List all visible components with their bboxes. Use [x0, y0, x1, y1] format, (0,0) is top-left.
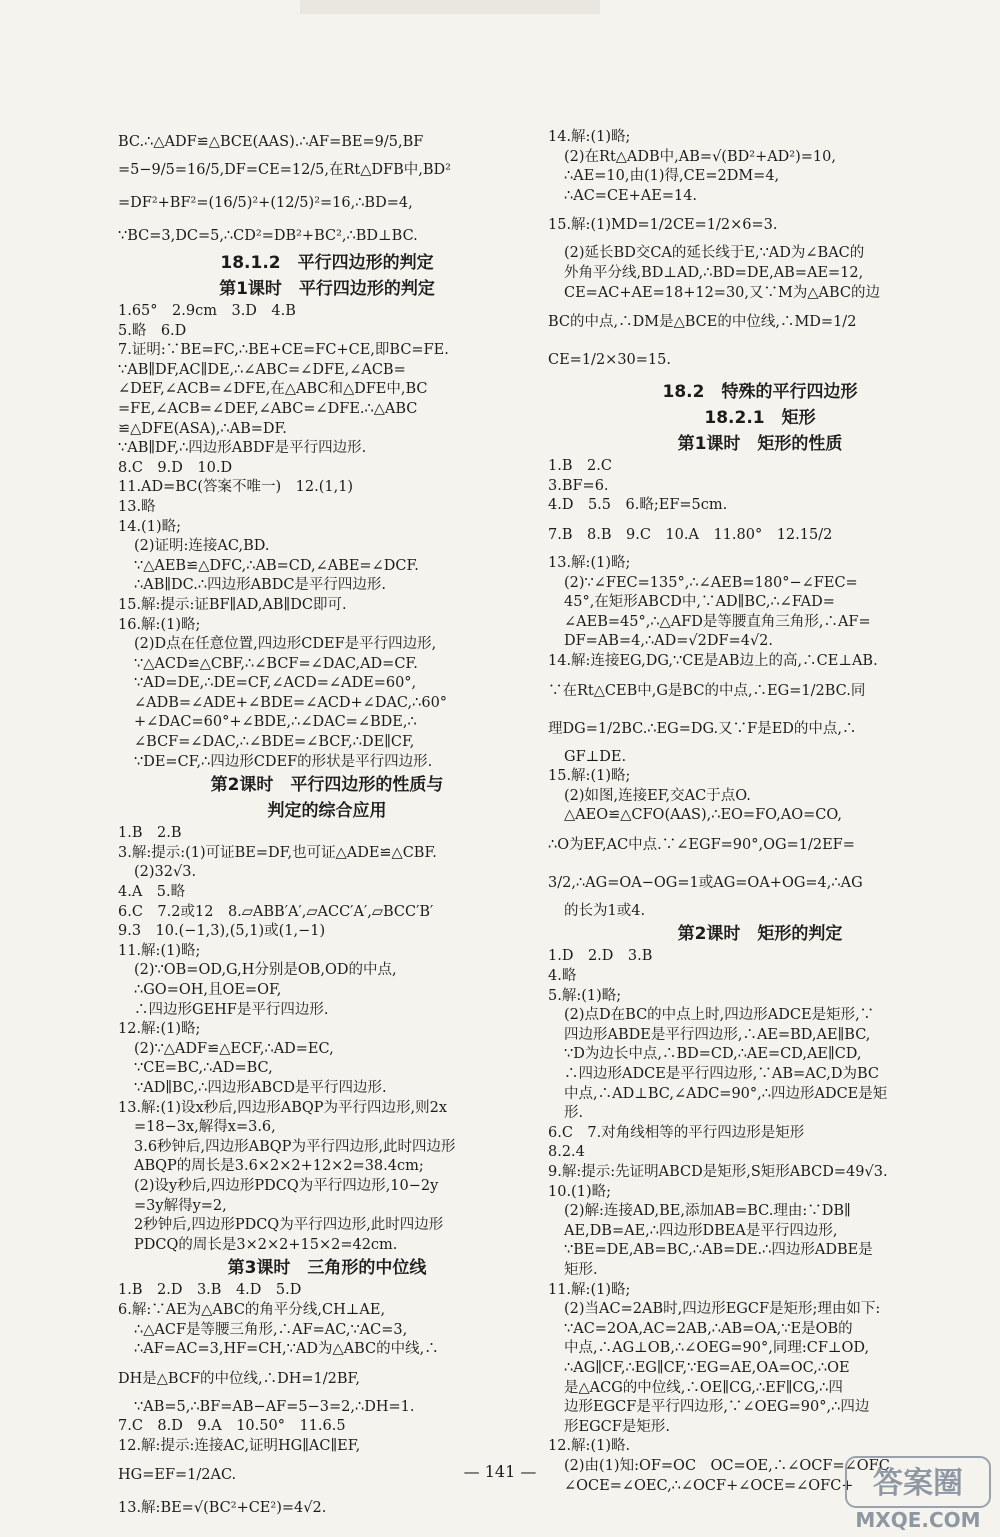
answer-line: 4.略	[548, 968, 577, 985]
answer-line: ≌△DFE(ASA),∴AB=DF.	[118, 420, 287, 437]
answer-line: (2)点D在BC的中点上时,四边形ADCE是矩形,∵	[564, 1007, 875, 1024]
answer-line: 7.证明:∵BE=FC,∴BE+CE=FC+CE,即BC=FE.	[118, 342, 449, 359]
answer-line: ∵DE=CF,∴四边形CDEF的形状是平行四边形.	[134, 753, 433, 770]
answer-line: CE=AC+AE=18+12=30,又∵M为△ABC的边	[564, 284, 880, 301]
answer-line: 12.解:(1)略.	[548, 1438, 631, 1455]
answer-line: BC的中点,∴DM是△BCE的中位线,∴MD=1/2	[548, 314, 857, 331]
answer-line: ∴GO=OH,且OE=OF,	[134, 982, 282, 998]
answer-line: ∵AB=5,∴BF=AB−AF=5−3=2,∴DH=1.	[134, 1398, 415, 1415]
answer-line: ∠OCE=∠OEC,∴∠OCF+∠OCE=∠OFC+	[564, 1477, 854, 1494]
answer-line: 8.2.4	[548, 1144, 585, 1161]
answer-line: △AEO≌△CFO(AAS),∴EO=FO,AO=CO,	[564, 807, 843, 824]
answer-line: ∵AB∥DF,AC∥DE,∴∠ABC=∠DFE,∠ACB=	[118, 361, 406, 378]
answer-line: 1.B 2.C	[548, 458, 612, 475]
answer-line: 形.	[564, 1105, 584, 1122]
answer-line: ∵BE=DE,AB=BC,∴AB=DE.∴四边形ADBE是	[564, 1242, 873, 1259]
page-number: — 141 —	[463, 1462, 537, 1481]
answer-line: (2)如图,连接EF,交AC于点O.	[564, 787, 751, 804]
answer-line: 3.解:提示:(1)可证BE=DF,也可证△ADE≌△CBF.	[118, 844, 437, 861]
answer-line: 15.解:提示:证BF∥AD,AB∥DC即可.	[118, 596, 347, 613]
answer-line: 11.AD=BC(答案不唯一) 12.(1,1)	[118, 479, 354, 496]
answer-line: 外角平分线,BD⊥AD,∴BD=DE,AB=AE=12,	[564, 264, 864, 281]
answer-line: ∴四边形ADCE是平行四边形,∵AB=AC,D为BC	[564, 1066, 879, 1083]
answer-line: (2)由(1)知:OF=OC OC=OE,∴∠OCF=∠OFC,	[564, 1457, 894, 1474]
answer-line: 边形EGCF是平行四边形,∵∠OEG=90°,∴四边	[564, 1399, 870, 1416]
section-heading: 18.1.2 平行四边形的判定	[220, 253, 434, 273]
answer-line: 11.解:(1)略;	[118, 942, 201, 959]
answer-line: 12.解:提示:连接AC,证明HG∥AC∥EF,	[118, 1437, 361, 1454]
answer-line: ∴AF=AC=3,HF=CH,∵AD为△ABC的中线,∴	[134, 1341, 439, 1358]
answer-line: DH是△BCF的中位线,∴DH=1/2BF,	[118, 1370, 360, 1387]
answer-line: ∠AEB=45°,∴△AFD是等腰直角三角形,∴AF=	[564, 613, 871, 630]
top-scan-smudge	[300, 0, 600, 14]
answer-line: 4.D 5.5 6.略;EF=5cm.	[548, 497, 728, 514]
answer-line: 6.解:∵AE为△ABC的角平分线,CH⊥AE,	[118, 1301, 386, 1318]
answer-line: 9.解:提示:先证明ABCD是矩形,S矩形ABCD=49√3.	[548, 1164, 888, 1180]
answer-line: ∠ADB=∠ADE+∠BDE=∠ACD+∠DAC,∴60°	[134, 694, 448, 711]
answer-line: ∵AD=DE,∴DE=CF,∠ACD=∠ADE=60°,	[134, 675, 417, 692]
answer-line: 中点,∴AD⊥BC,∠ADC=90°,∴四边形ADCE是矩	[564, 1085, 888, 1102]
answer-line: =5−9/5=16/5,DF=CE=12/5,在Rt△DFB中,BD²	[118, 162, 451, 178]
answer-line: ∠DEF,∠ACB=∠DFE,在△ABC和△DFE中,BC	[118, 381, 428, 398]
answer-line: ∵AC=2OA,AC=2AB,∴AB=OA,∵E是OB的	[564, 1320, 853, 1337]
right-column	[548, 128, 972, 1496]
answer-line: ∵CE=BC,∴AD=BC,	[134, 1060, 273, 1077]
answer-line: 1.D 2.D 3.B	[548, 948, 653, 965]
answer-line: 3.6秒钟后,四边形ABQP为平行四边形,此时四边形	[134, 1138, 456, 1155]
answer-line: 3.BF=6.	[548, 477, 609, 494]
answer-line: +∠DAC=60°+∠BDE,∴∠DAC=∠BDE,∴	[134, 714, 417, 731]
answer-line: ∵△ACD≌△CBF,∴∠BCF=∠DAC,AD=CF.	[134, 655, 418, 672]
section-heading: 判定的综合应用	[267, 801, 387, 822]
answer-line: =3y解得y=2,	[134, 1197, 227, 1214]
answer-line: (2)∵OB=OD,G,H分别是OB,OD的中点,	[134, 962, 397, 979]
answer-line: 2秒钟后,四边形PDCQ为平行四边形,此时四边形	[134, 1217, 444, 1234]
answer-line: 1.65° 2.9cm 3.D 4.B	[118, 303, 296, 319]
answer-line: =DF²+BF²=(16/5)²+(12/5)²=16,∴BD=4,	[118, 195, 413, 211]
answer-line: 形EGCF是矩形.	[564, 1418, 670, 1435]
answer-line: 7.B 8.B 9.C 10.A 11.80° 12.15/2	[548, 526, 833, 543]
answer-line: 5.略 6.D	[118, 322, 187, 339]
watermark-logo-text: 答案圈	[873, 1466, 963, 1501]
answer-line: ∴AG∥CF,∴EG∥CF,∵EG=AE,OA=OC,∴OE	[564, 1359, 850, 1376]
answer-line: ∴四边形GEHF是平行四边形.	[134, 1001, 329, 1018]
answer-line: DF=AB=4,∴AD=√2DF=4√2.	[564, 633, 774, 650]
left-column	[118, 128, 536, 1522]
answer-line: 4.A 5.略	[118, 884, 186, 901]
answer-line: 16.解:(1)略;	[118, 616, 201, 633]
answer-line: ABQP的周长是3.6×2×2+12×2=38.4cm;	[134, 1158, 424, 1175]
section-heading: 第2课时 矩形的判定	[677, 924, 843, 945]
section-heading: 第1课时 矩形的性质	[677, 434, 843, 455]
answer-line: 11.解:(1)略;	[548, 1281, 631, 1298]
section-heading: 18.2.1 矩形	[704, 408, 816, 429]
answer-line: 6.C 7.对角线相等的平行四边形是矩形	[548, 1124, 805, 1141]
answer-line: =18−3x,解得x=3.6,	[134, 1119, 276, 1136]
answer-line: 14.解:(1)略;	[548, 129, 631, 145]
answer-line: (2)32√3.	[134, 864, 197, 881]
answer-line: 矩形.	[564, 1261, 598, 1278]
answer-line: 是△ACG的中位线,∴OE∥CG,∴EF∥CG,∴四	[564, 1379, 843, 1396]
answer-line: GF⊥DE.	[564, 748, 627, 765]
answer-line: 的长为1或4.	[564, 902, 646, 919]
answer-line: 理DG=1/2BC.∴EG=DG.又∵F是ED的中点,∴	[548, 720, 857, 737]
answer-line: 1.B 2.B	[118, 825, 182, 842]
answer-line: 13.解:(1)略;	[548, 554, 631, 571]
answer-line: CE=1/2×30=15.	[548, 352, 671, 369]
answer-line: (2)证明:连接AC,BD.	[134, 538, 270, 555]
answer-line: ∴AB∥DC.∴四边形ABDC是平行四边形.	[134, 577, 387, 594]
answer-line: 9.3 10.(−1,3),(5,1)或(1,−1)	[118, 923, 326, 940]
answer-line: ∵AB∥DF,∴四边形ABDF是平行四边形.	[118, 440, 367, 457]
answer-line: 13.略	[118, 498, 156, 515]
answer-line: 13.解:(1)设x秒后,四边形ABQP为平行四边形,则2x	[118, 1099, 448, 1116]
answer-line: ∠BCF=∠DAC,∴∠BDE=∠BCF,∴DE∥CF,	[134, 734, 415, 751]
section-heading: 18.2 特殊的平行四边形	[662, 382, 858, 403]
watermark-logo	[842, 1453, 994, 1533]
answer-line: (2)设y秒后,四边形PDCQ为平行四边形,10−2y	[134, 1177, 439, 1194]
answer-line: (2)当AC=2AB时,四边形EGCF是矩形;理由如下:	[564, 1301, 881, 1318]
answer-line: ∵在Rt△CEB中,G是BC的中点,∴EG=1/2BC.同	[548, 682, 866, 699]
answer-line: 14.(1)略;	[118, 518, 181, 535]
section-heading: 第3课时 三角形的中位线	[227, 1258, 427, 1279]
answer-line: =FE,∠ACB=∠DEF,∠ABC=∠DFE.∴△ABC	[118, 400, 418, 417]
answer-line: 15.解:(1)MD=1/2CE=1/2×6=3.	[548, 217, 778, 234]
answer-line: 7.C 8.D 9.A 10.50° 11.6.5	[118, 1418, 346, 1435]
answer-line: ∴△ACF是等腰三角形,∴AF=AC,∵AC=3,	[134, 1321, 408, 1338]
answer-line: 5.解:(1)略;	[548, 987, 622, 1004]
answer-line: 13.解:BE=√(BC²+CE²)=4√2.	[118, 1500, 327, 1517]
answer-line: 1.B 2.D 3.B 4.D 5.D	[118, 1282, 302, 1299]
answer-line: ∵BC=3,DC=5,∴CD²=DB²+BC²,∴BD⊥BC.	[118, 228, 418, 244]
answer-line: ∴AC=CE+AE=14.	[564, 187, 698, 204]
answer-line: 8.C 9.D 10.D	[118, 459, 233, 476]
answer-line: 6.C 7.2或12 8.▱ABB′A′,▱ACC′A′,▱BCC′B′	[118, 903, 434, 920]
watermark-url: MXQE.COM	[855, 1508, 981, 1532]
answer-line: 中点,∴AG⊥OB,∴∠OEG=90°,同理:CF⊥OD,	[564, 1340, 870, 1357]
answer-line: AE,DB=AE,∴四边形DBEA是平行四边形,	[564, 1222, 838, 1239]
answer-line: (2)解:连接AD,BE,添加AB=BC.理由:∵DB∥	[564, 1203, 851, 1220]
answer-line: ∵D为边长中点,∴BD=CD,∴AE=CD,AE∥CD,	[564, 1046, 862, 1063]
answer-line: ∵AD∥BC,∴四边形ABCD是平行四边形.	[134, 1079, 387, 1096]
answer-line: (2)在Rt△ADB中,AB=√(BD²+AD²)=10,	[564, 148, 836, 165]
answer-line: 45°,在矩形ABCD中,∵AD∥BC,∴∠FAD=	[564, 594, 835, 611]
section-heading: 第2课时 平行四边形的性质与	[210, 775, 444, 796]
answer-line: ∴AE=10,由(1)得,CE=2DM=4,	[564, 168, 780, 185]
answer-line: 四边形ABDE是平行四边形,∴AE=BD,AE∥BC,	[564, 1026, 871, 1043]
answer-line: 12.解:(1)略;	[118, 1021, 201, 1038]
answer-line: ∵△AEB≌△DFC,∴AB=CD,∠ABE=∠DCF.	[134, 557, 419, 574]
answer-line: (2)∵∠FEC=135°,∴∠AEB=180°−∠FEC=	[564, 574, 858, 591]
answer-line: 15.解:(1)略;	[548, 768, 631, 785]
answer-line: ∴O为EF,AC中点.∵∠EGF=90°,OG=1/2EF=	[548, 836, 855, 853]
answer-line: 14.解:连接EG,DG,∵CE是AB边上的高,∴CE⊥AB.	[548, 652, 878, 669]
answer-line: (2)延长BD交CA的延长线于E,∵AD为∠BAC的	[564, 245, 865, 262]
answer-line: (2)D点在任意位置,四边形CDEF是平行四边形,	[134, 636, 437, 653]
answer-line: (2)∵△ADF≌△ECF,∴AD=EC,	[134, 1040, 334, 1057]
answer-line: 3/2,∴AG=OA−OG=1或AG=OA+OG=4,∴AG	[548, 874, 863, 891]
answer-line: HG=EF=1/2AC.	[118, 1467, 237, 1484]
answer-line: 10.(1)略;	[548, 1183, 611, 1200]
section-heading: 第1课时 平行四边形的判定	[219, 279, 435, 299]
answer-line: PDCQ的周长是3×2×2+15×2=42cm.	[134, 1236, 398, 1253]
answer-line: BC.∴△ADF≌△BCE(AAS).∴AF=BE=9/5,BF	[118, 134, 424, 150]
